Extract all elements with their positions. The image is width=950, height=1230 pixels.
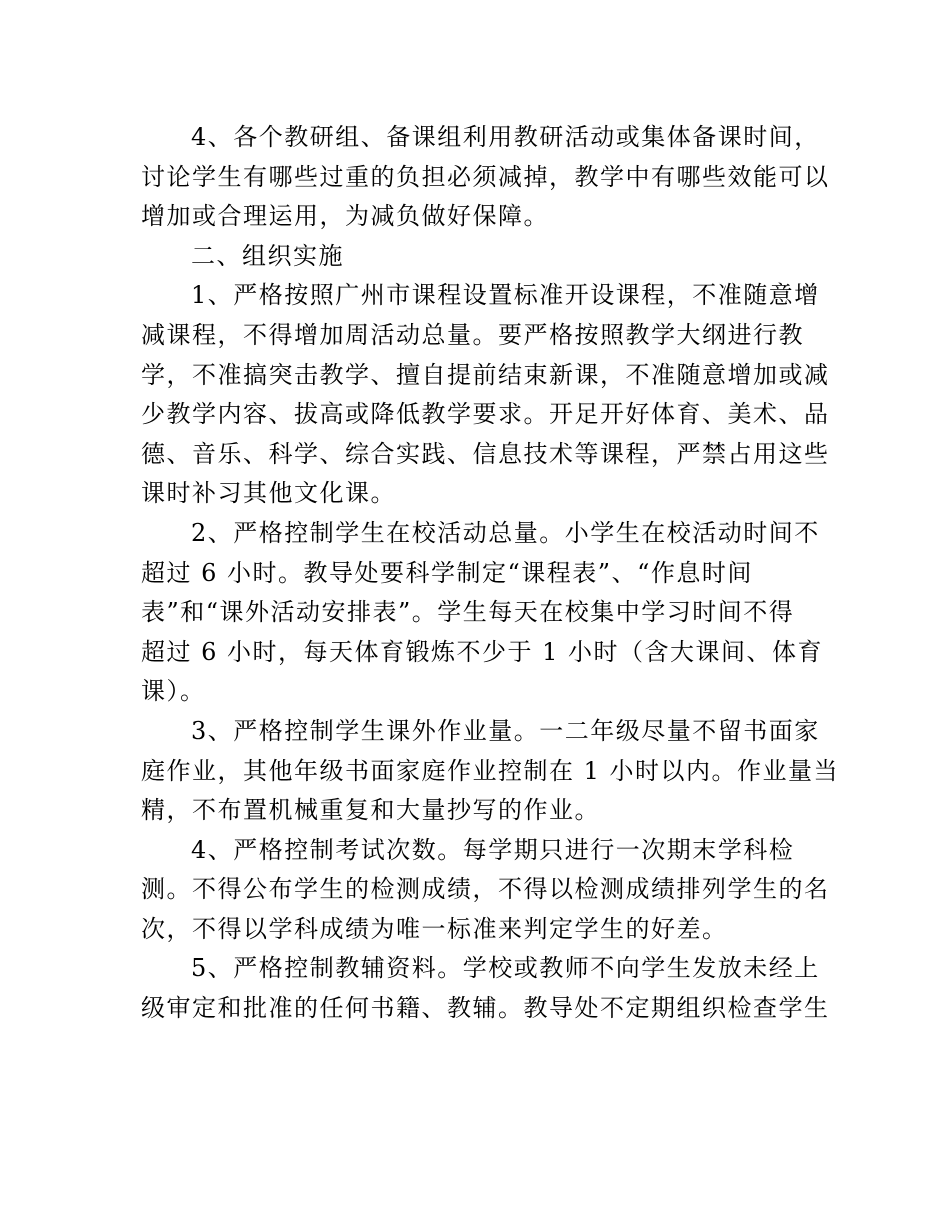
text-line: 少教学内容、拔高或降低教学要求。开足开好体育、美术、品	[141, 400, 830, 429]
text-line: 超过 6 小时，每天体育锻炼不少于 1 小时（含大课间、体育	[141, 637, 824, 666]
text-line: 讨论学生有哪些过重的负担必须减掉，教学中有哪些效能可以	[141, 162, 830, 191]
text-line: 5、严格控制教辅资料。学校或教师不向学生发放未经上	[191, 954, 820, 983]
text-line: 2、严格控制学生在校活动总量。小学生在校活动时间不	[191, 518, 820, 547]
text-line: 3、严格控制学生课外作业量。一二年级尽量不留书面家	[191, 716, 820, 745]
text-line: 减课程，不得增加周活动总量。要严格按照教学大纲进行教	[141, 320, 804, 349]
text-line: 精，不布置机械重复和大量抄写的作业。	[141, 796, 600, 825]
text-line: 庭作业，其他年级书面家庭作业控制在 1 小时以内。作业量当	[141, 756, 840, 785]
text-line: 课）。	[141, 677, 206, 706]
text-line: 4、严格控制考试次数。每学期只进行一次期末学科检	[191, 835, 795, 864]
text-line: 学，不准搞突击教学、擅自提前结束新课，不准随意增加或减	[141, 360, 830, 389]
text-line: 级审定和批准的任何书籍、教辅。教导处不定期组织检查学生	[141, 994, 830, 1023]
text-line: 测。不得公布学生的检测成绩，不得以检测成绩排列学生的名	[141, 875, 830, 904]
text-line: 1、严格按照广州市课程设置标准开设课程，不准随意增	[191, 281, 820, 310]
text-line: 课时补习其他文化课。	[141, 479, 396, 508]
text-line: 4、各个教研组、备课组利用教研活动或集体备课时间，	[191, 123, 820, 151]
document-body	[141, 118, 840, 1029]
text-line: 德、音乐、科学、综合实践、信息技术等课程，严禁占用这些	[141, 439, 830, 468]
section-heading: 二、组织实施	[191, 241, 344, 270]
text-line: 超过 6 小时。教导处要科学制定“课程表”、“作息时间	[141, 558, 753, 587]
text-line: 表”和“课外活动安排表”。学生每天在校集中学习时间不得	[141, 598, 795, 627]
text-line: 次，不得以学科成绩为唯一标准来判定学生的好差。	[141, 914, 728, 943]
text-line: 增加或合理运用，为减负做好保障。	[141, 202, 549, 231]
